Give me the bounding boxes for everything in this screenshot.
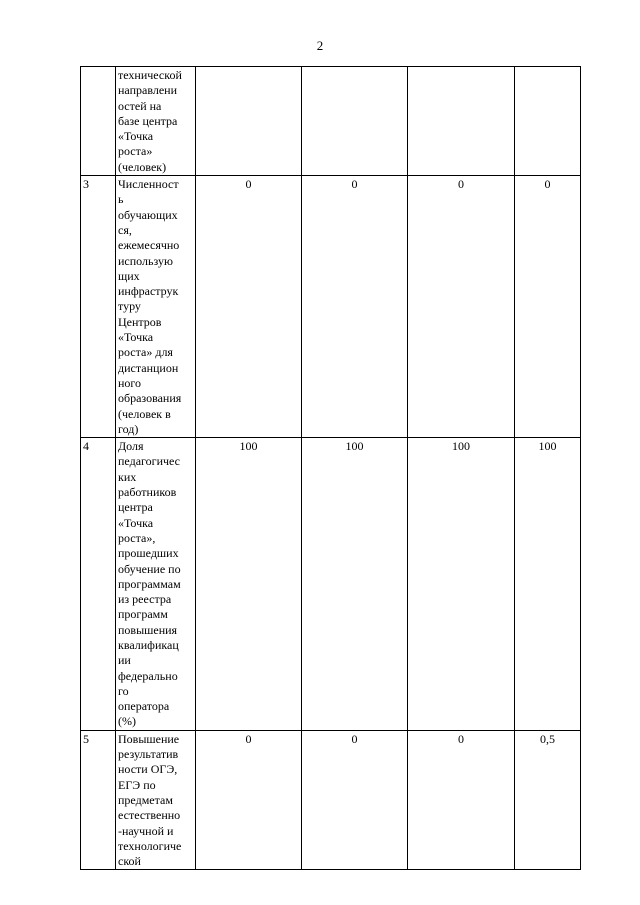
indicator-line: прошедших: [118, 546, 179, 561]
value-cell: 0: [302, 730, 408, 870]
indicator-line: год): [118, 421, 139, 436]
indicators-table: [80, 66, 581, 870]
indicator-line: технологиче: [118, 838, 182, 853]
indicator-line: роста»: [118, 144, 153, 159]
indicator-line: оператора: [118, 699, 170, 714]
indicator-line: естественно: [118, 808, 181, 823]
row-number-cell: 5: [81, 730, 116, 870]
indicator-line: «Точка: [118, 330, 154, 345]
indicator-line: из реестра: [118, 592, 172, 607]
indicator-line: обучение по: [118, 561, 181, 576]
indicator-line: квалификац: [118, 637, 179, 652]
indicator-line: туру: [118, 299, 141, 314]
value-cell: [302, 67, 408, 176]
value-cell: 0,5: [515, 730, 581, 870]
table-row: [81, 730, 581, 870]
indicator-line: (человек в: [118, 406, 171, 421]
indicator-line: Доля: [118, 439, 144, 454]
row-number-cell: [81, 67, 116, 176]
value-cell: 0: [196, 176, 302, 438]
value-cell: 0: [196, 730, 302, 870]
indicator-line: -научной и: [118, 823, 174, 838]
indicator-line: ного: [118, 375, 142, 390]
indicator-line: технической: [118, 68, 182, 82]
indicator-line: федерально: [118, 668, 178, 683]
indicator-line: щих: [118, 268, 140, 283]
indicator-line: ся,: [118, 222, 132, 237]
indicator-cell: [116, 176, 196, 438]
indicator-line: работников: [118, 485, 177, 500]
indicator-line: повышения: [118, 622, 178, 637]
indicator-line: предметам: [118, 792, 173, 807]
indicator-line: Численност: [118, 177, 179, 192]
indicator-line: (%): [118, 714, 136, 729]
indicator-line: роста» для: [118, 345, 173, 360]
indicator-line: обучающих: [118, 207, 178, 222]
indicator-line: Центров: [118, 314, 162, 329]
indicator-cell: [116, 67, 196, 176]
indicator-line: ности ОГЭ,: [118, 762, 178, 777]
table-row: [81, 438, 581, 731]
value-cell: 0: [515, 176, 581, 438]
indicator-line: инфраструк: [118, 284, 179, 299]
indicator-line: (человек): [118, 159, 167, 174]
indicator-line: роста»,: [118, 530, 156, 545]
value-cell: 0: [408, 730, 515, 870]
indicator-line: остей на: [118, 98, 162, 113]
table-row: [81, 176, 581, 438]
indicator-line: результатив: [118, 747, 179, 762]
indicator-line: программам: [118, 576, 181, 591]
indicator-line: использую: [118, 253, 173, 268]
value-cell: [408, 67, 515, 176]
indicator-line: ии: [118, 653, 131, 668]
indicator-cell: [116, 730, 196, 870]
row-number-cell: 4: [81, 438, 116, 731]
indicator-line: ких: [118, 469, 137, 484]
indicator-line: «Точка: [118, 129, 154, 144]
value-cell: 100: [196, 438, 302, 731]
value-cell: 100: [515, 438, 581, 731]
indicator-line: ской: [118, 854, 141, 869]
value-cell: 0: [408, 176, 515, 438]
indicator-line: ежемесячно: [118, 238, 180, 253]
indicator-cell: [116, 438, 196, 731]
table-row: [81, 67, 581, 176]
indicator-line: базе центра: [118, 113, 178, 128]
value-cell: [196, 67, 302, 176]
indicator-line: педагогичес: [118, 454, 180, 469]
indicator-line: «Точка: [118, 515, 154, 530]
indicator-line: ь: [118, 192, 124, 207]
value-cell: [515, 67, 581, 176]
indicator-line: го: [118, 683, 129, 698]
value-cell: 100: [408, 438, 515, 731]
value-cell: 100: [302, 438, 408, 731]
row-number-cell: 3: [81, 176, 116, 438]
indicator-line: дистанцион: [118, 360, 179, 375]
indicator-line: Повышение: [118, 731, 180, 746]
indicator-line: образования: [118, 391, 182, 406]
indicator-line: ЕГЭ по: [118, 777, 156, 792]
page-number: 2: [316, 38, 324, 53]
value-cell: 0: [302, 176, 408, 438]
indicator-line: центра: [118, 500, 153, 515]
indicator-line: программ: [118, 607, 168, 622]
indicator-line: направлени: [118, 83, 178, 98]
